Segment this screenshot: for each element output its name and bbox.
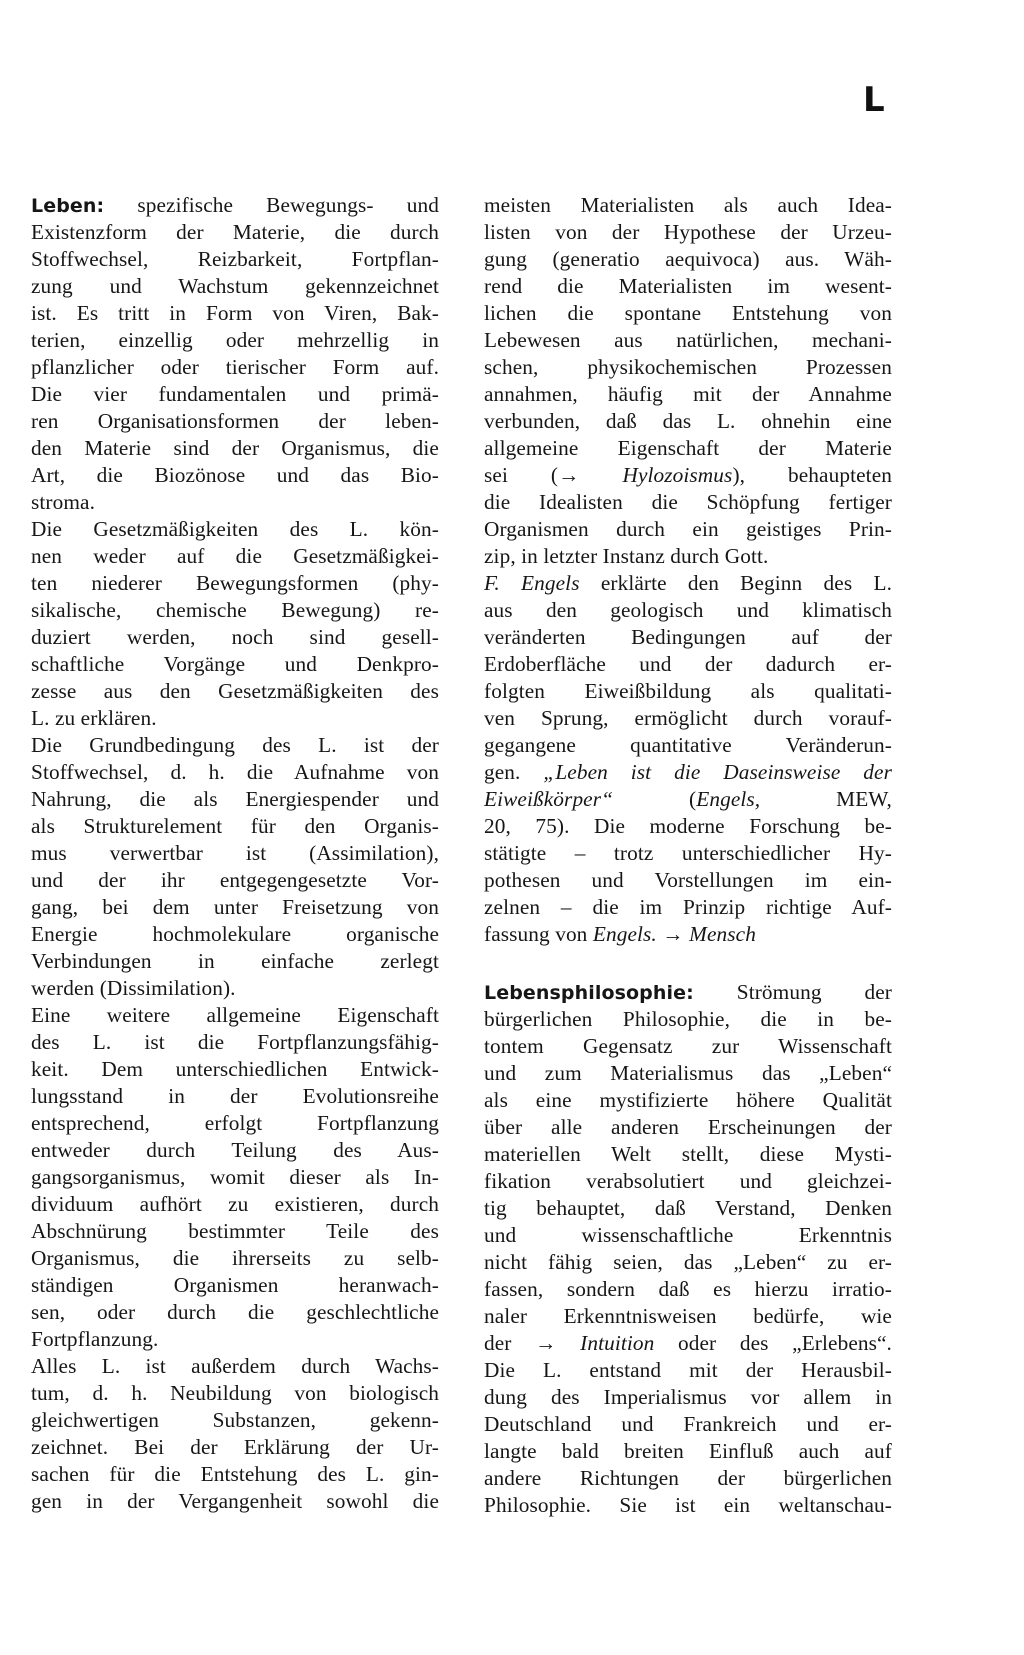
text-line: sen, oder durch die geschlechtliche [31, 1300, 439, 1324]
author-name: F. Engels [484, 571, 580, 595]
text-line: stätigte – trotz unterschiedlicher Hy- [484, 841, 892, 865]
text-line: ren Organisationsformen der leben- [31, 409, 439, 433]
text-line: Verbindungen in einfache zerlegt [31, 949, 439, 973]
text-line: die Idealisten die Schöpfung fertiger [484, 490, 892, 514]
citation-author: Engels, [696, 787, 761, 811]
text-line: aus den geologisch und klimatisch [484, 598, 892, 622]
section-letter: L [863, 80, 885, 120]
text-line: Die L. entstand mit der Herausbil- [484, 1358, 892, 1382]
text-line: tontem Gegensatz zur Wissenschaft [484, 1034, 892, 1058]
text-line: fikation verabsolutiert und gleichzei- [484, 1169, 892, 1193]
text-line: Organismus, die ihrerseits zu selb- [31, 1246, 439, 1270]
text-line: werden (Dissimilation). [31, 976, 236, 1000]
cross-reference-arrow: → [662, 922, 684, 946]
cross-reference-arrow: → [558, 463, 580, 487]
text-line: bürgerlichen Philosophie, die in be- [484, 1007, 892, 1031]
text-line: naler Erkenntnisweisen bedürfe, wie [484, 1304, 892, 1328]
text-line: lichen die spontane Entstehung von [484, 301, 892, 325]
text-line: schen, physikochemischen Prozessen [484, 355, 892, 379]
quotation: Eiweißkörper“ [484, 787, 614, 811]
author-name: Engels. [592, 922, 657, 946]
text-line: meisten Materialisten als auch Idea- [484, 193, 892, 217]
text-line: als eine mystifizierte höhere Qualität [484, 1088, 892, 1112]
cross-reference-intuition[interactable]: Intuition [580, 1331, 655, 1355]
text-line: 20, 75). Die moderne Forschung be- [484, 814, 892, 838]
text-line: Stoffwechsel, d. h. die Aufnahme von [31, 760, 439, 784]
text-line: Energie hochmolekulare organische [31, 922, 439, 946]
text-line: Die Grundbedingung des L. ist der [31, 733, 439, 757]
entry-term-lebensphilosophie: Lebensphilosophie: [484, 982, 694, 1004]
text-line: annahmen, häufig mit der Annahme [484, 382, 892, 406]
text-line: Philosophie. Sie ist ein weltanschau- [484, 1493, 892, 1517]
text-line: pothesen und Vorstellungen im ein- [484, 868, 892, 892]
text-line: L. zu erklären. [31, 706, 157, 730]
text-line: langte bald breiten Einfluß auch auf [484, 1439, 892, 1463]
text-line: andere Richtungen der bürgerlichen [484, 1466, 892, 1490]
text-line: F. Engels erklärte den Beginn des L. [484, 571, 892, 595]
quotation: „Leben ist die Daseinsweise der [543, 760, 892, 784]
text-line: fassung von Engels. → Mensch [484, 922, 756, 946]
text-line: Eine weitere allgemeine Eigenschaft [31, 1003, 439, 1027]
text-line: allgemeine Eigenschaft der Materie [484, 436, 892, 460]
text-line: der → Intuition oder des „Erlebens“. [484, 1331, 892, 1355]
text-line: duziert werden, noch sind gesell- [31, 625, 439, 649]
text-line: gegangene quantitative Veränderun- [484, 733, 892, 757]
text-line: Nahrung, die als Energiespender und [31, 787, 439, 811]
cross-reference-hylozoismus[interactable]: Hylozoismus [622, 463, 733, 487]
cross-reference-mensch[interactable]: Mensch [689, 922, 756, 946]
cross-reference-arrow: → [535, 1331, 557, 1355]
text-line: gleichwertigen Substanzen, gekenn- [31, 1408, 439, 1432]
text-line: mus verwertbar ist (Assimilation), [31, 841, 439, 865]
text-line: nicht fähig seien, das „Leben“ zu er- [484, 1250, 892, 1274]
text-line: und zum Materialismus das „Leben“ [484, 1061, 892, 1085]
text-line: gung (generatio aequivoca) aus. Wäh- [484, 247, 892, 271]
text-line: keit. Dem unterschiedlichen Entwick- [31, 1057, 439, 1081]
text-line: gangsorganismus, womit dieser als In- [31, 1165, 439, 1189]
text-line: dividuum aufhört zu existieren, durch [31, 1192, 439, 1216]
text-line: listen von der Hypothese der Urzeu- [484, 220, 892, 244]
entry-gap [484, 948, 892, 979]
text-line: entsprechend, erfolgt Fortpflanzung [31, 1111, 439, 1135]
text-line: Die Gesetzmäßigkeiten des L. kön- [31, 517, 439, 541]
entry-first-line: Leben: spezifische Bewegungs- und [31, 193, 439, 217]
text-line: Organismen durch ein geistiges Prin- [484, 517, 892, 541]
text-line: sei (→ Hylozoismus), behaupteten [484, 463, 892, 487]
text-line: zelnen – die im Prinzip richtige Auf- [484, 895, 892, 919]
text-line: entweder durch Teilung des Aus- [31, 1138, 439, 1162]
text-line: ist. Es tritt in Form von Viren, Bak- [31, 301, 439, 325]
text-line: Erdoberfläche und der dadurch er- [484, 652, 892, 676]
text-line: dung des Imperialismus vor allem in [484, 1385, 892, 1409]
text-line: den Materie sind der Organismus, die [31, 436, 439, 460]
text-line: rend die Materialisten im wesent- [484, 274, 892, 298]
text-line: Stoffwechsel, Reizbarkeit, Fortpflan- [31, 247, 439, 271]
text-line: tum, d. h. Neubildung von biologisch [31, 1381, 439, 1405]
text-line: Existenzform der Materie, die durch [31, 220, 439, 244]
text-line: ständigen Organismen heranwach- [31, 1273, 439, 1297]
text-line: gang, bei dem unter Freisetzung von [31, 895, 439, 919]
text-line: Deutschland und Frankreich und er- [484, 1412, 892, 1436]
text-line: gen. „Leben ist die Daseinsweise der [484, 760, 892, 784]
text-line: terien, einzellig oder mehrzellig in [31, 328, 439, 352]
text-line: und der ihr entgegengesetzte Vor- [31, 868, 439, 892]
text-line: Die vier fundamentalen und primä- [31, 382, 439, 406]
text-line: ten niederer Bewegungsformen (phy- [31, 571, 439, 595]
text-line: veränderten Bedingungen auf der [484, 625, 892, 649]
text-line: als Strukturelement für den Organis- [31, 814, 439, 838]
text-line: zesse aus den Gesetzmäßigkeiten des [31, 679, 439, 703]
right-column [484, 192, 892, 1519]
text-line: des L. ist die Fortpflanzungsfähig- [31, 1030, 439, 1054]
text-line: über alle anderen Erscheinungen der [484, 1115, 892, 1139]
text-line: Eiweißkörper“ (Engels, MEW, [484, 787, 892, 811]
text-line: Fortpflanzung. [31, 1327, 159, 1351]
text-line: sachen für die Entstehung des L. gin- [31, 1462, 439, 1486]
text-line: und wissenschaftliche Erkenntnis [484, 1223, 892, 1247]
text-line: Alles L. ist außerdem durch Wachs- [31, 1354, 439, 1378]
entry-term-leben: Leben: [31, 195, 105, 217]
text-line: lungsstand in der Evolutionsreihe [31, 1084, 439, 1108]
entry-first-line: Lebensphilosophie: Strömung der [484, 980, 892, 1004]
text-line: pflanzlicher oder tierischer Form auf. [31, 355, 439, 379]
text-line: zung und Wachstum gekennzeichnet [31, 274, 439, 298]
left-column [31, 192, 439, 1515]
text-line: fassen, sondern daß es hierzu irratio- [484, 1277, 892, 1301]
text-line: tig behauptet, daß Verstand, Denken [484, 1196, 892, 1220]
text-line: stroma. [31, 490, 95, 514]
text-line: sikalische, chemische Bewegung) re- [31, 598, 439, 622]
text-line: folgten Eiweißbildung als qualitati- [484, 679, 892, 703]
text-line: Lebewesen aus natürlichen, mechani- [484, 328, 892, 352]
text-line: nen weder auf die Gesetzmäßigkei- [31, 544, 439, 568]
text-line: Abschnürung bestimmter Teile des [31, 1219, 439, 1243]
text-line: verbunden, daß das L. ohnehin eine [484, 409, 892, 433]
text-line: materiellen Welt stellt, diese Mysti- [484, 1142, 892, 1166]
text-line: schaftliche Vorgänge und Denkpro- [31, 652, 439, 676]
text-line: Art, die Biozönose und das Bio- [31, 463, 439, 487]
text-line: ven Sprung, ermöglicht durch vorauf- [484, 706, 892, 730]
text-line: zeichnet. Bei der Erklärung der Ur- [31, 1435, 439, 1459]
text-line: zip, in letzter Instanz durch Gott. [484, 544, 769, 568]
text-line: gen in der Vergangenheit sowohl die [31, 1489, 439, 1513]
